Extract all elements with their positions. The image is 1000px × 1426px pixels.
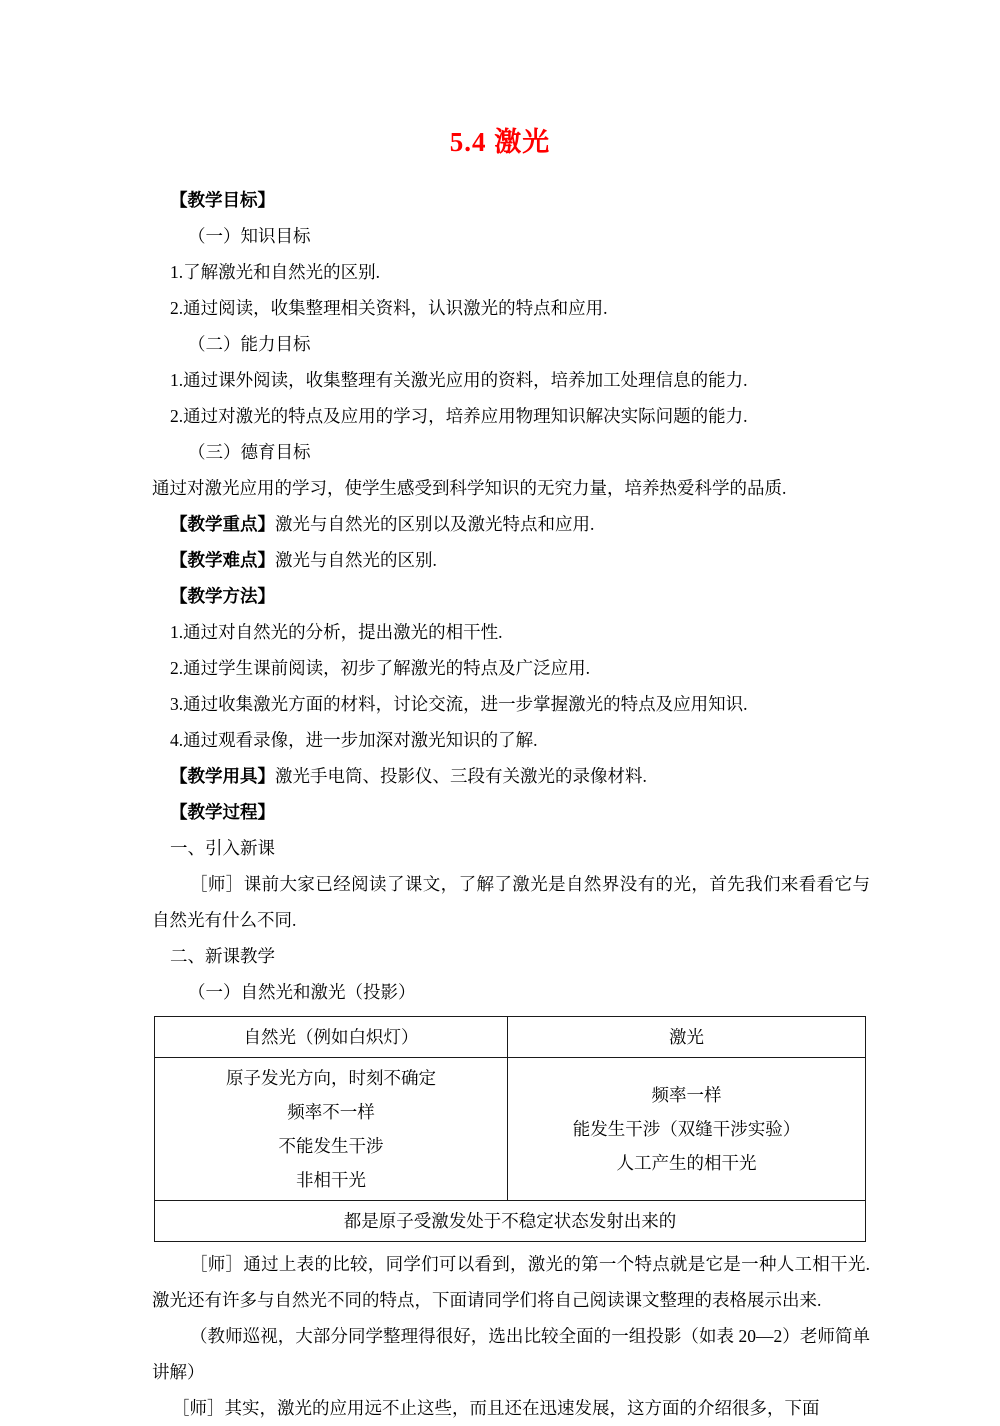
- natural-light-line-3: 不能发生干涉: [278, 1136, 384, 1157]
- heading-subsection-one: （一）自然光和激光（投影）: [188, 982, 416, 1003]
- teaching-key-point-line: [152, 506, 870, 542]
- table-header-natural-light: 自然光（例如白炽灯）: [155, 1017, 508, 1058]
- method-item-1: 1.通过对自然光的分析，提出激光的相干性.: [170, 622, 503, 643]
- natural-light-line-2: 频率不一样: [287, 1102, 375, 1123]
- teaching-key-point-text: 激光与自然光的区别以及激光特点和应用.: [275, 514, 595, 535]
- teaching-difficulty-text: 激光与自然光的区别.: [275, 550, 437, 571]
- teaching-tools-text: 激光手电筒、投影仪、三段有关激光的录像材料.: [275, 766, 647, 787]
- table-row-properties: [155, 1058, 866, 1201]
- table-cell-common-statement: 都是原子受激发处于不稳定状态发射出来的: [155, 1201, 866, 1242]
- teaching-difficulty-line: [152, 542, 870, 578]
- teacher-dialogue-1: ［师］课前大家已经阅读了课文，了解了激光是自然界没有的光，首先我们来看看它与自然光有什么不同.: [152, 874, 870, 931]
- heading-teaching-objectives: 【教学目标】: [170, 190, 275, 211]
- table-cell-natural-light-properties: [155, 1058, 508, 1201]
- natural-light-line-1: 原子发光方向，时刻不确定: [226, 1068, 436, 1089]
- ability-item-1: 1.通过课外阅读，收集整理有关激光应用的资料，培养加工处理信息的能力.: [170, 370, 748, 391]
- moral-item-1: 通过对激光应用的学习，使学生感受到科学知识的无究力量，培养热爱科学的品质.: [152, 478, 787, 499]
- heading-part-one: 一、引入新课: [170, 838, 275, 859]
- comparison-table: [154, 1016, 866, 1242]
- teaching-key-point-label: 【教学重点】: [170, 514, 275, 535]
- page-title: 5.4 激光: [449, 127, 551, 157]
- heading-part-two: 二、新课教学: [170, 946, 275, 967]
- laser-line-2: 能发生干涉（双缝干涉实验）: [572, 1119, 801, 1140]
- method-item-4: 4.通过观看录像，进一步加深对激光知识的了解.: [170, 730, 538, 751]
- after-table-paragraph-3: ［师］其实，激光的应用远不止这些，而且还在迅速发展，这方面的介绍很多，下面: [172, 1398, 820, 1419]
- heading-ability-objectives: （二）能力目标: [188, 334, 311, 355]
- ability-item-2: 2.通过对激光的特点及应用的学习，培养应用物理知识解决实际问题的能力.: [170, 406, 748, 427]
- teaching-tools-line: [152, 758, 870, 794]
- table-cell-laser-properties: [508, 1058, 866, 1201]
- table-header-laser: 激光: [508, 1017, 866, 1058]
- after-table-paragraph-2: （教师巡视，大部分同学整理得很好，选出比较全面的一组投影（如表 20—2）老师简单讲解）: [152, 1326, 870, 1383]
- heading-teaching-process: 【教学过程】: [170, 802, 275, 823]
- heading-teaching-methods: 【教学方法】: [170, 586, 275, 607]
- table-row-header: [155, 1017, 866, 1058]
- laser-line-3: 人工产生的相干光: [616, 1153, 757, 1174]
- teaching-tools-label: 【教学用具】: [170, 766, 275, 787]
- laser-line-1: 频率一样: [651, 1085, 722, 1106]
- method-item-2: 2.通过学生课前阅读，初步了解激光的特点及广泛应用.: [170, 658, 590, 679]
- table-row-footer: [155, 1201, 866, 1242]
- method-item-3: 3.通过收集激光方面的材料，讨论交流，进一步掌握激光的特点及应用知识.: [170, 694, 748, 715]
- document-body: [0, 182, 1000, 1426]
- knowledge-item-1: 1.了解激光和自然光的区别.: [170, 262, 380, 283]
- heading-knowledge-objectives: （一）知识目标: [188, 226, 311, 247]
- teaching-difficulty-label: 【教学难点】: [170, 550, 275, 571]
- heading-moral-objectives: （三）德育目标: [188, 442, 311, 463]
- knowledge-item-2: 2.通过阅读，收集整理相关资料，认识激光的特点和应用.: [170, 298, 608, 319]
- after-table-paragraph-1: ［师］通过上表的比较，同学们可以看到，激光的第一个特点就是它是一种人工相干光.激光还有许多与自然光不同的特点，下面请同学们将自己阅读课文整理的表格展示出来.: [152, 1254, 870, 1311]
- natural-light-line-4: 非相干光: [296, 1170, 366, 1191]
